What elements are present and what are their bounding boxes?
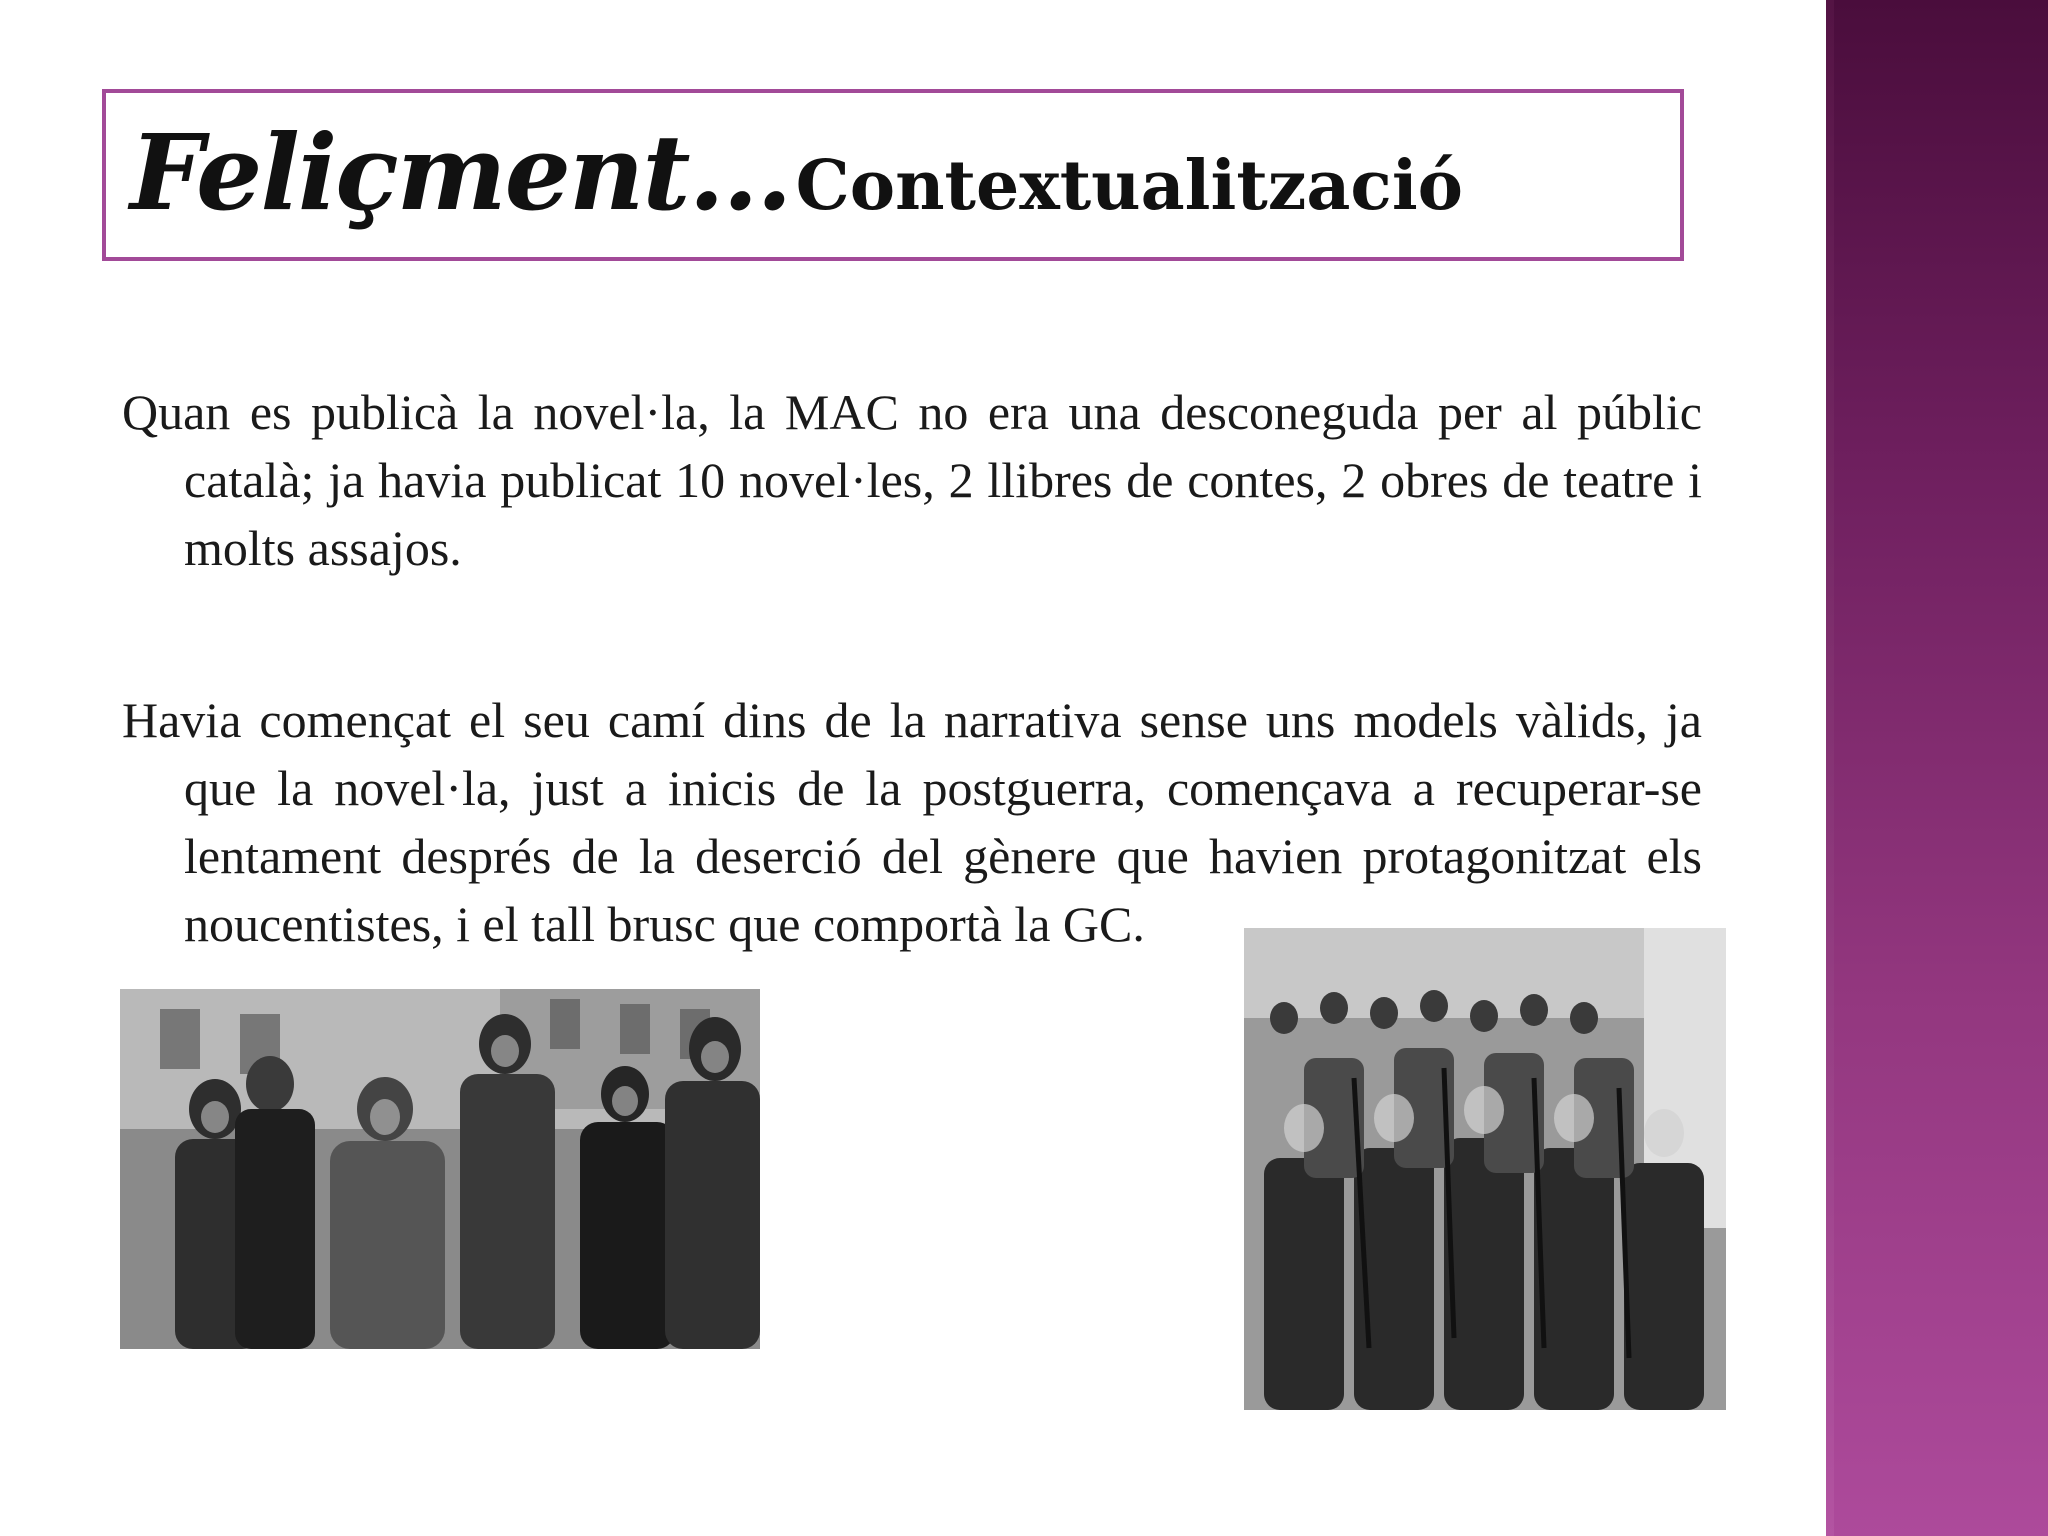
- title-italic-part: Feliçment…: [130, 111, 791, 234]
- slide-title: [130, 111, 1463, 234]
- photo-marching-soldiers: [1244, 928, 1726, 1410]
- paragraph-publication-context: Quan es publicà la novel·la, la MAC no era una desconeguda per al públic català; ja havia publicat 10 novel·les, 2 llibres de contes, 2 obres de teatre i molts assajos.: [122, 384, 1702, 576]
- photo-officers: [120, 989, 760, 1349]
- paragraph-narrative-context: Havia començat el seu camí dins de la narrativa sense uns models vàlids, ja que la novel·la, just a inicis de la postguerra, començava a recuperar-se lentament després de la deserció del gènere que havien protagonitzat els noucentistes, i el tall brusc que comportà la GC.: [122, 692, 1702, 952]
- title-subtitle-part: Contextualització: [795, 146, 1464, 226]
- title-frame: [102, 89, 1684, 261]
- decorative-side-band: [1826, 0, 2048, 1536]
